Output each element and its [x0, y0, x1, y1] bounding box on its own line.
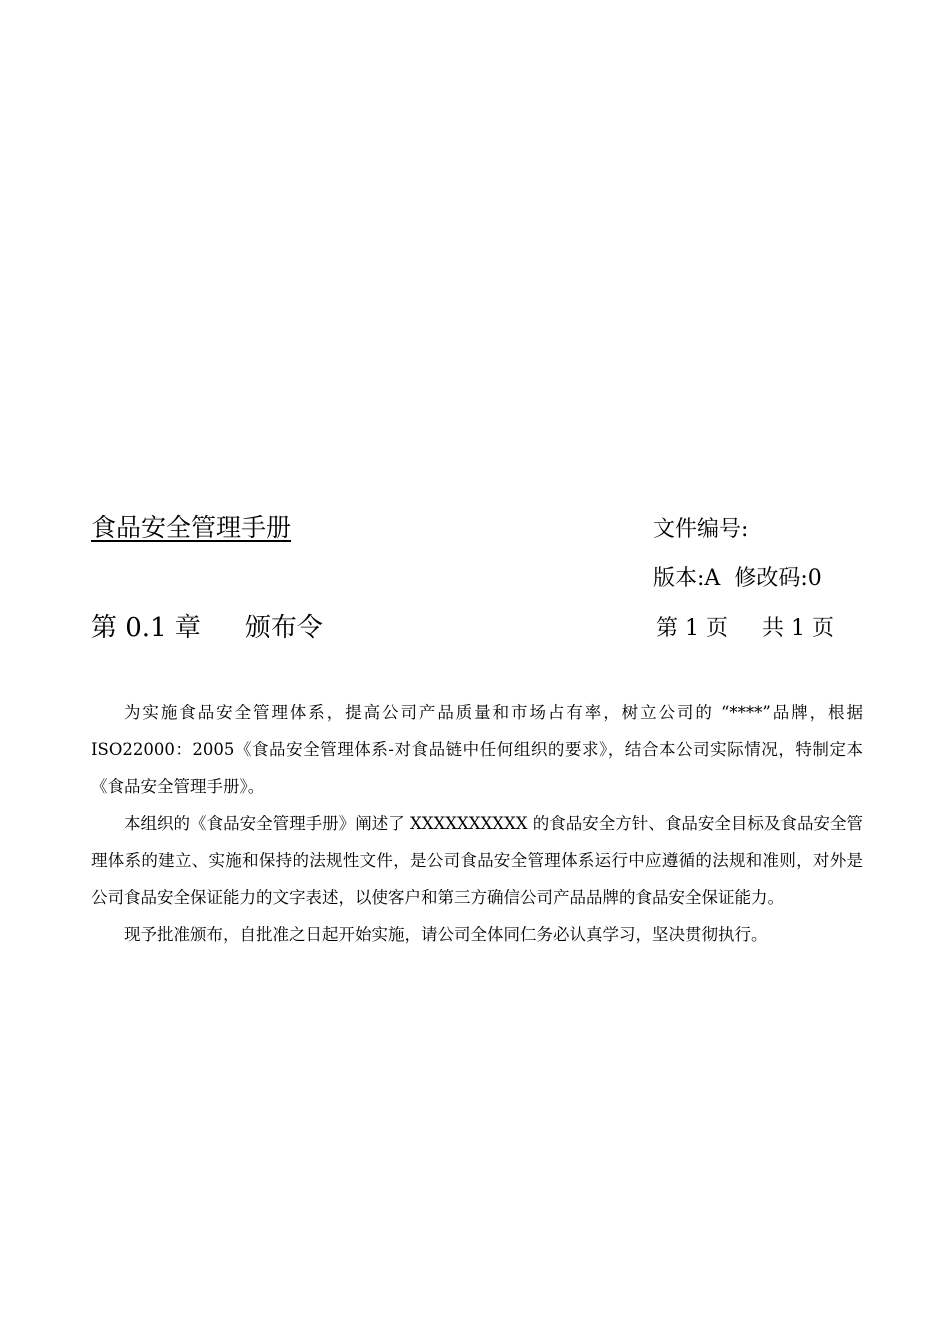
paragraph: 现予批准颁布，自批准之日起开始实施，请公司全体同仁务必认真学习，坚决贯彻执行。 — [124, 925, 768, 944]
chapter-number: 第 0.1 章 — [91, 613, 201, 643]
document-title: 食品安全管理手册 — [91, 513, 292, 542]
page-indicator — [656, 611, 834, 642]
paragraph: 本组织的《食品安全管理手册》阐述了 XXXXXXXXXX 的食品安全方针、食品安全目标及食品安全管理体系的建立、实施和保持的法规性文件，是公司食品安全管理体系运行中应遵循的法规和准则，对外是公司食品安全保证能力的文字表述，以使客户和第三方确信公司产品品牌的食品安全保证能力。 — [91, 814, 863, 907]
body-text — [91, 694, 863, 953]
chapter-title: 颁布令 — [244, 613, 323, 643]
version-label: 版本:A — [653, 566, 721, 591]
document-number-label: 文件编号: — [653, 517, 749, 542]
chapter-heading — [91, 607, 323, 644]
paragraph: 为实施食品安全管理体系，提高公司产品质量和市场占有率，树立公司的 “****”品牌，根据 ISO22000：2005《食品安全管理体系-对食品链中任何组织的要求》，结合本公司实际情况，特制定本《食品安全管理手册》。 — [91, 703, 863, 796]
version-info — [653, 561, 822, 592]
revision-label: 修改码:0 — [734, 566, 822, 591]
page-total: 共 1 页 — [761, 616, 834, 641]
page-current: 第 1 页 — [656, 616, 728, 641]
